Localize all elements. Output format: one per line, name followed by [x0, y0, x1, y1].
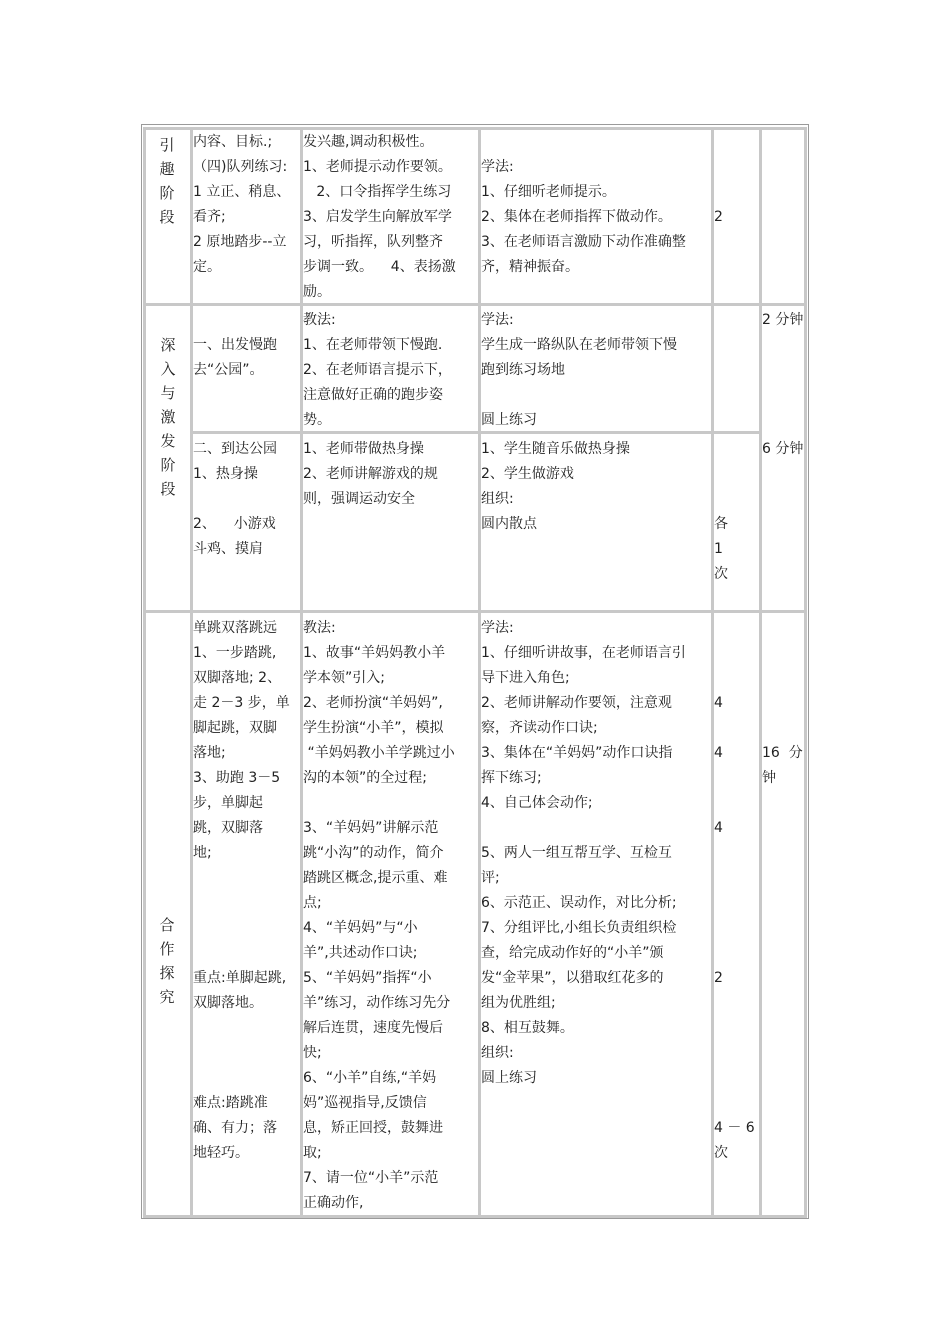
practice-times-cell: 4 4 4 2 4 － 6 次: [714, 695, 755, 1161]
student-method-cell: 学法: 1、仔细听老师提示。 2、集体在老师指挥下做动作。 3、在老师语言激励下动作准确整 齐，精神振奋。: [481, 159, 686, 275]
row-divider: [143, 1215, 807, 1218]
duration-cell: 2 分钟: [762, 312, 804, 328]
duration-cell: [762, 130, 805, 300]
stage-label: 深 入 与 激 发 阶 段: [160, 336, 176, 498]
teacher-method-cell: 教法: 1、故事“羊妈妈教小羊 学本领”引入; 2、老师扮演“羊妈妈”, 学生扮演“小羊”，模拟 “羊妈妈教小羊学跳过小 沟的本领”的全过程; 3、“羊妈妈”讲解示范 跳“小沟”的动作，简介 踏跳区概念,提示重、难 点; 4、“羊妈妈”与“小 羊”,共述动作口诀; 5、“羊妈妈”指挥“小 羊”练习，动作练习先分 解后连贯，速度先慢后 快; 6、“小羊”自练,“羊妈 妈”巡视指导,反馈信 息，矫正回授，鼓舞进 取; 7、请一位“小羊”示范 正确动作,: [303, 620, 455, 1211]
column-divider: [143, 127, 146, 1218]
practice-times-cell: 2: [714, 209, 723, 225]
teacher-method-cell: 1、老师带做热身操 2、老师讲解游戏的规 则，强调运动安全: [303, 441, 438, 507]
duration-cell: 16 分 钟: [762, 745, 803, 786]
content-cell: 内容、目标.; （四)队列练习: 1 立正、稍息、 看齐; 2 原地踏步--立 定。: [193, 134, 291, 275]
stage-label: 引 趣 阶 段: [159, 136, 175, 226]
content-cell: 单跳双落跳远 1、一步踏跳, 双脚落地; 2、 走 2－3 步，单 脚起跳，双脚 落地; 3、助跑 3－5 步，单脚起 跳，双脚落 地; 重点:单脚起跳, 双脚落地。 难点:踏跳准 确、有力；落 地轻巧。: [193, 620, 290, 1161]
content-cell: 一、出发慢跑 去“公园”。: [193, 337, 277, 378]
practice-times-cell: 各 1 次: [714, 516, 728, 582]
student-method-cell: 学法: 1、仔细听讲故事，在老师语言引 导下进入角色; 2、老师讲解动作要领，注意观 察，齐读动作口诀; 3、集体在“羊妈妈”动作口诀指 挥下练习; 4、自己体会动作; 5、两人一组互帮互学、互检互 评; 6、示范正、误动作，对比分析; 7、分组评比,小组长负责组织检 查，给完成动作好的“小羊”颁 发“金苹果”，以猎取红花多的 组为优胜组; 8、相互鼓舞。 组织: 圆上练习: [481, 620, 686, 1086]
student-method-cell: 1、学生随音乐做热身操 2、学生做游戏 组织: 圆内散点: [481, 441, 630, 532]
practice-times-cell: [714, 308, 759, 431]
row-divider: [143, 610, 807, 613]
teacher-method-cell: 发兴趣,调动积极性。 1、老师提示动作要领。 2、口令指挥学生练习 3、启发学生向解放军学 习，听指挥，队列整齐 步调一致。 4、表扬激 励。: [303, 134, 456, 300]
teacher-method-cell: 教法: 1、在老师带领下慢跑. 2、在老师语言提示下， 注意做好正确的跑步姿 势。: [303, 312, 452, 428]
content-cell: 二、到达公园 1、热身操 2、 小游戏 斗鸡、摸肩: [193, 441, 277, 557]
row-divider: [143, 303, 807, 306]
stage-label: 合 作 探 究: [159, 916, 175, 1006]
student-method-cell: 学法: 学生成一路纵队在老师带领下慢 跑到练习场地 圆上练习: [481, 312, 677, 428]
duration-cell: 6 分钟: [762, 441, 804, 457]
